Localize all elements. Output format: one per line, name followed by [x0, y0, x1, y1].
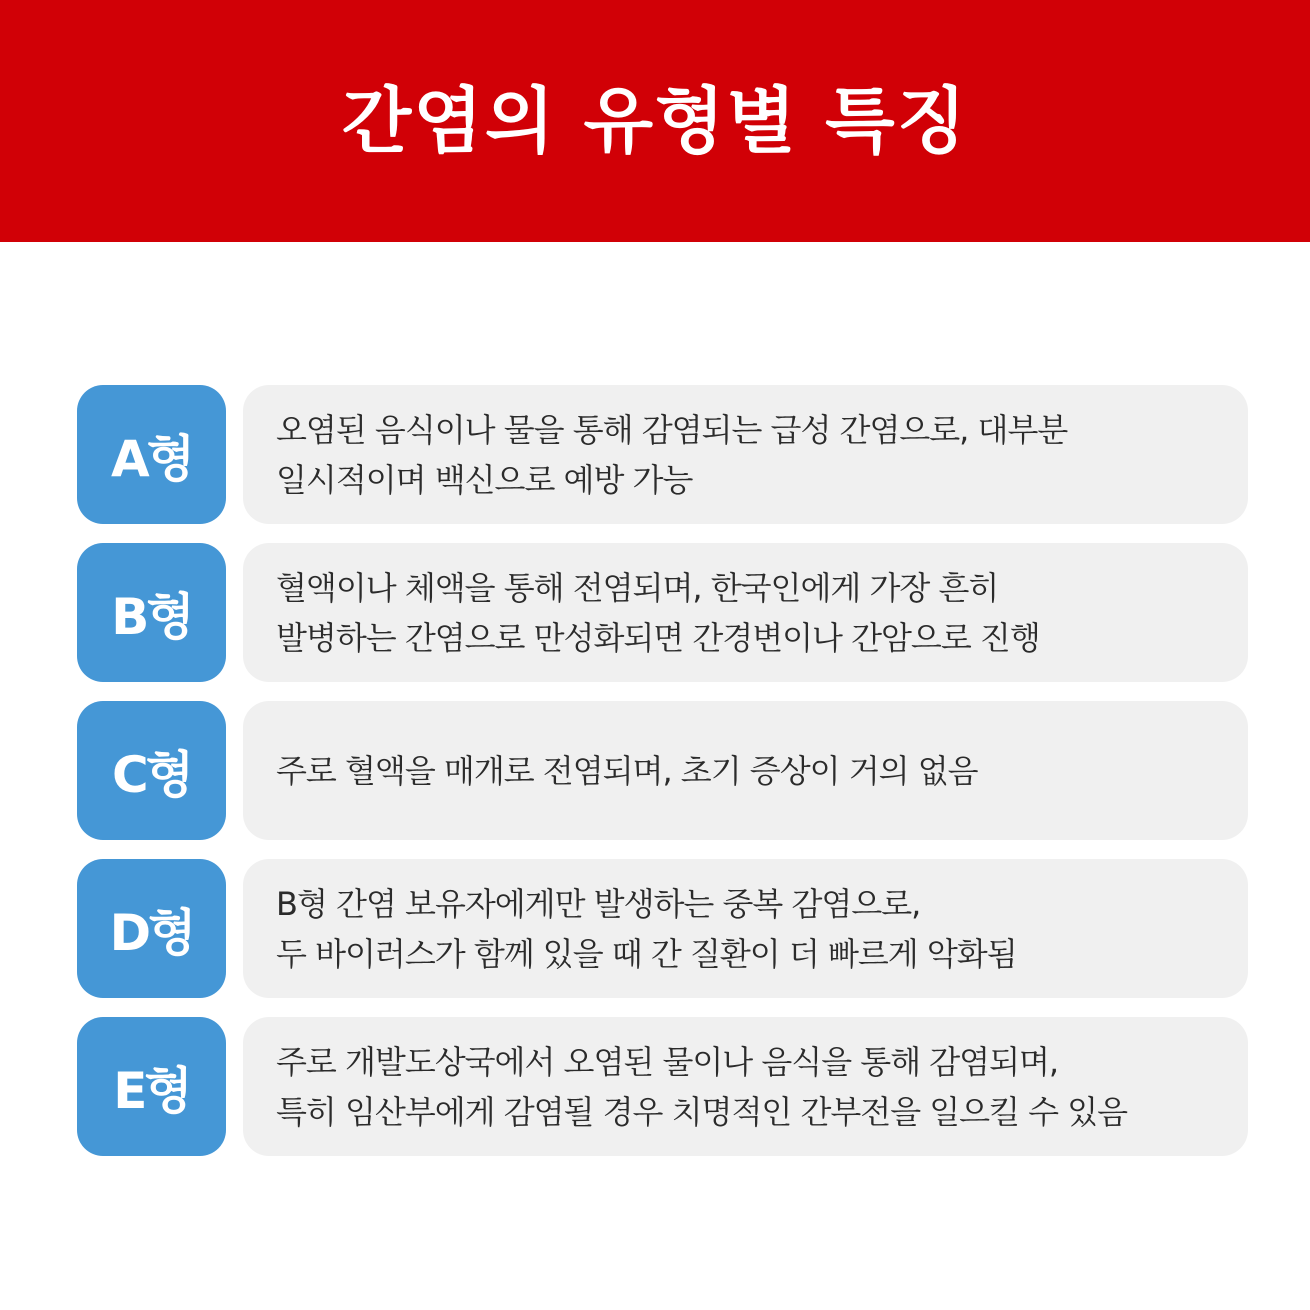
- type-badge-b: [77, 543, 226, 682]
- description-line: 주로 개발도상국에서 오염된 물이나 음식을 통해 감염되며,: [276, 1042, 1059, 1081]
- type-badge-label: C형: [112, 745, 191, 804]
- type-badge-label: E형: [113, 1061, 190, 1120]
- type-badge-d: [77, 859, 226, 998]
- description-line: 혈액이나 체액을 통해 전염되며, 한국인에게 가장 흔히: [276, 568, 999, 607]
- type-row-c: [77, 701, 1248, 840]
- type-description-card: [243, 1017, 1248, 1156]
- header-banner: [0, 0, 1310, 242]
- type-badge-e: [77, 1017, 226, 1156]
- description-line: 발병하는 간염으로 만성화되면 간경변이나 간암으로 진행: [276, 618, 1040, 657]
- type-row-e: [77, 1017, 1248, 1156]
- type-row-a: [77, 385, 1248, 524]
- type-description-card: [243, 385, 1248, 524]
- description-line: 두 바이러스가 함께 있을 때 간 질환이 더 빠르게 악화됨: [276, 934, 1017, 973]
- type-description-card: [243, 859, 1248, 998]
- type-row-b: [77, 543, 1248, 682]
- type-badge-label: D형: [109, 903, 194, 962]
- type-description-card: [243, 701, 1248, 840]
- type-badge-c: [77, 701, 226, 840]
- type-description-card: [243, 543, 1248, 682]
- description-line: B형 간염 보유자에게만 발생하는 중복 감염으로,: [276, 884, 921, 923]
- type-badge-a: [77, 385, 226, 524]
- description-line: 주로 혈액을 매개로 전염되며, 초기 증상이 거의 없음: [276, 751, 978, 790]
- type-badge-label: B형: [111, 587, 192, 646]
- description-line: 일시적이며 백신으로 예방 가능: [276, 460, 693, 499]
- type-badge-label: A형: [111, 429, 192, 488]
- type-row-d: [77, 859, 1248, 998]
- hepatitis-type-list: [77, 385, 1248, 1175]
- page-title: 간염의 유형별 특징: [341, 79, 969, 163]
- description-line: 오염된 음식이나 물을 통해 감염되는 급성 간염으로, 대부분: [276, 410, 1068, 449]
- description-line: 특히 임산부에게 감염될 경우 치명적인 간부전을 일으킬 수 있음: [276, 1092, 1128, 1131]
